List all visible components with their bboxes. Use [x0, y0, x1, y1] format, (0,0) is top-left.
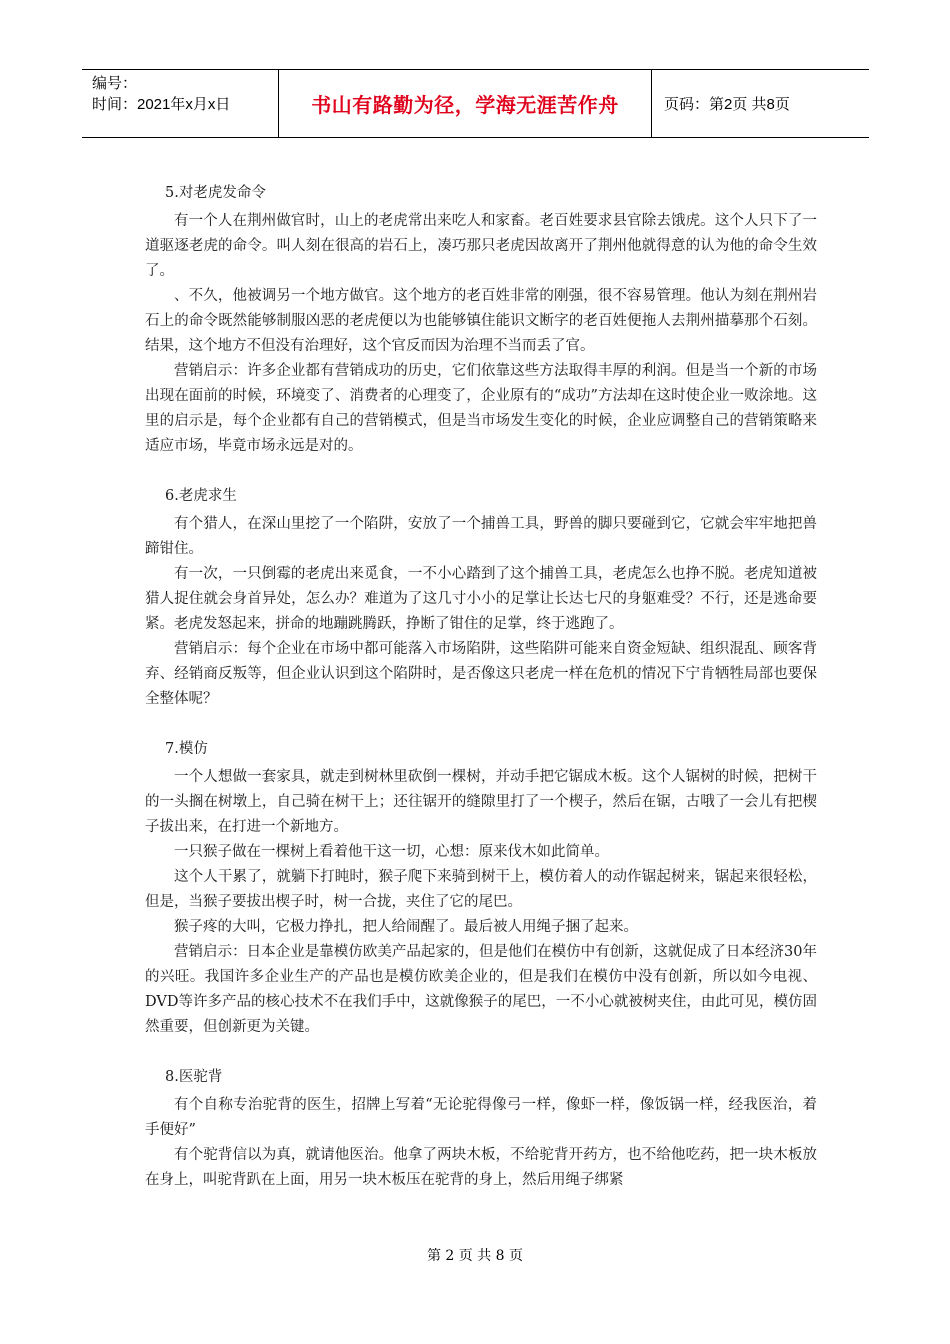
paragraph: 营销启示：日本企业是靠模仿欧美产品起家的，但是他们在模仿中有创新，这就促成了日本经济30年的兴旺。我国许多企业生产的产品也是模仿欧美企业的，但是我们在模仿中没有创新，所以如今电视、DVD等许多产品的核心技术不在我们手中，这就像猴子的尾巴，一不小心就被树夹住，由此可见，模仿固然重要，但创新更为关键。: [145, 944, 817, 1035]
story-section-8: [145, 1064, 817, 1193]
document-body: [145, 180, 817, 1217]
header-motto: 书山有路勤为径，学海无涯苦作舟: [279, 70, 652, 137]
header-meta: [82, 70, 279, 137]
section-heading: 6.老虎求生: [165, 488, 237, 504]
paragraph: 有一个人在荆州做官时，山上的老虎常出来吃人和家畜。老百姓要求县官除去饿虎。这个人只下了一道驱逐老虎的命令。叫人刻在很高的岩石上，凑巧那只老虎因故离开了荆州他就得意的认为他的命令生效了。: [145, 213, 817, 279]
paragraph: 一个人想做一套家具，就走到树林里砍倒一棵树，并动手把它锯成木板。这个人锯树的时候，把树干的一头搁在树墩上，自己骑在树干上；还往锯开的缝隙里打了一个楔子，然后在锯，古哦了一会儿有把楔子拔出来，在打进一个新地方。: [145, 769, 817, 835]
story-section-5: [145, 180, 817, 459]
paragraph: 营销启示：许多企业都有营销成功的历史，它们依靠这些方法取得丰厚的利润。但是当一个新的市场出现在面前的时候，环境变了、消费者的心理变了，企业原有的“成功”方法却在这时使企业一败涂地。这里的启示是，每个企业都有自己的营销模式，但是当市场发生变化的时候，企业应调整自己的营销策略来适应市场，毕竟市场永远是对的。: [145, 363, 817, 454]
section-heading: 5.对老虎发命令: [165, 185, 266, 201]
paragraph: 有个猎人，在深山里挖了一个陷阱，安放了一个捕兽工具，野兽的脚只要碰到它，它就会牢牢地把兽蹄钳住。: [145, 516, 817, 557]
section-heading: 8.医驼背: [165, 1069, 223, 1085]
document-date-label: 时间：2021年x月x日: [92, 96, 231, 113]
paragraph: 有个自称专治驼背的医生，招牌上写着“无论驼得像弓一样，像虾一样，像饭锅一样，经我医治，着手便好”: [145, 1097, 817, 1138]
story-section-6: [145, 483, 817, 712]
header-page-info: 页码：第2页 共8页: [664, 96, 790, 113]
paragraph: 这个人干累了，就躺下打盹时，猴子爬下来骑到树干上，模仿着人的动作锯起树来，锯起来很轻松，但是，当猴子要拔出楔子时，树一合拢，夹住了它的尾巴。: [145, 869, 817, 910]
story-section-7: [145, 736, 817, 1040]
paragraph: 有个驼背信以为真，就请他医治。他拿了两块木板，不给驼背开药方，也不给他吃药，把一块木板放在身上，叫驼背趴在上面，用另一块木板压在驼背的身上，然后用绳子绑紧: [145, 1147, 817, 1188]
paragraph: 有一次，一只倒霉的老虎出来觅食，一不小心踏到了这个捕兽工具，老虎怎么也挣不脱。老虎知道被猎人捉住就会身首异处，怎么办？难道为了这几寸小小的足掌让长达七尺的身躯难受？不行，还是逃命要紧。老虎发怒起来，拼命的地蹦跳腾跃，挣断了钳住的足掌，终于逃跑了。: [145, 566, 817, 632]
section-heading: 7.模仿: [165, 741, 208, 757]
page-footer: 第 2 页 共 8 页: [426, 1248, 524, 1264]
page-header: [82, 69, 869, 138]
paragraph: 营销启示：每个企业在市场中都可能落入市场陷阱，这些陷阱可能来自资金短缺、组织混乱、顾客背弃、经销商反叛等，但企业认识到这个陷阱时，是否像这只老虎一样在危机的情况下宁肯牺牲局部也要保全整体呢？: [145, 641, 817, 707]
document-number-label: 编号：: [92, 75, 138, 92]
paragraph: 一只猴子做在一棵树上看着他干这一切，心想：原来伐木如此简单。: [174, 844, 609, 860]
paragraph: 、不久，他被调另一个地方做官。这个地方的老百姓非常的刚强，很不容易管理。他认为刻在荆州岩石上的命令既然能够制服凶恶的老虎便以为也能够镇住能识文断字的老百姓便拖人去荆州描摹那个石刻。结果，这个地方不但没有治理好，这个官反而因为治理不当而丢了官。: [145, 288, 817, 354]
paragraph: 猴子疼的大叫，它极力挣扎，把人给闹醒了。最后被人用绳子捆了起来。: [174, 919, 638, 935]
